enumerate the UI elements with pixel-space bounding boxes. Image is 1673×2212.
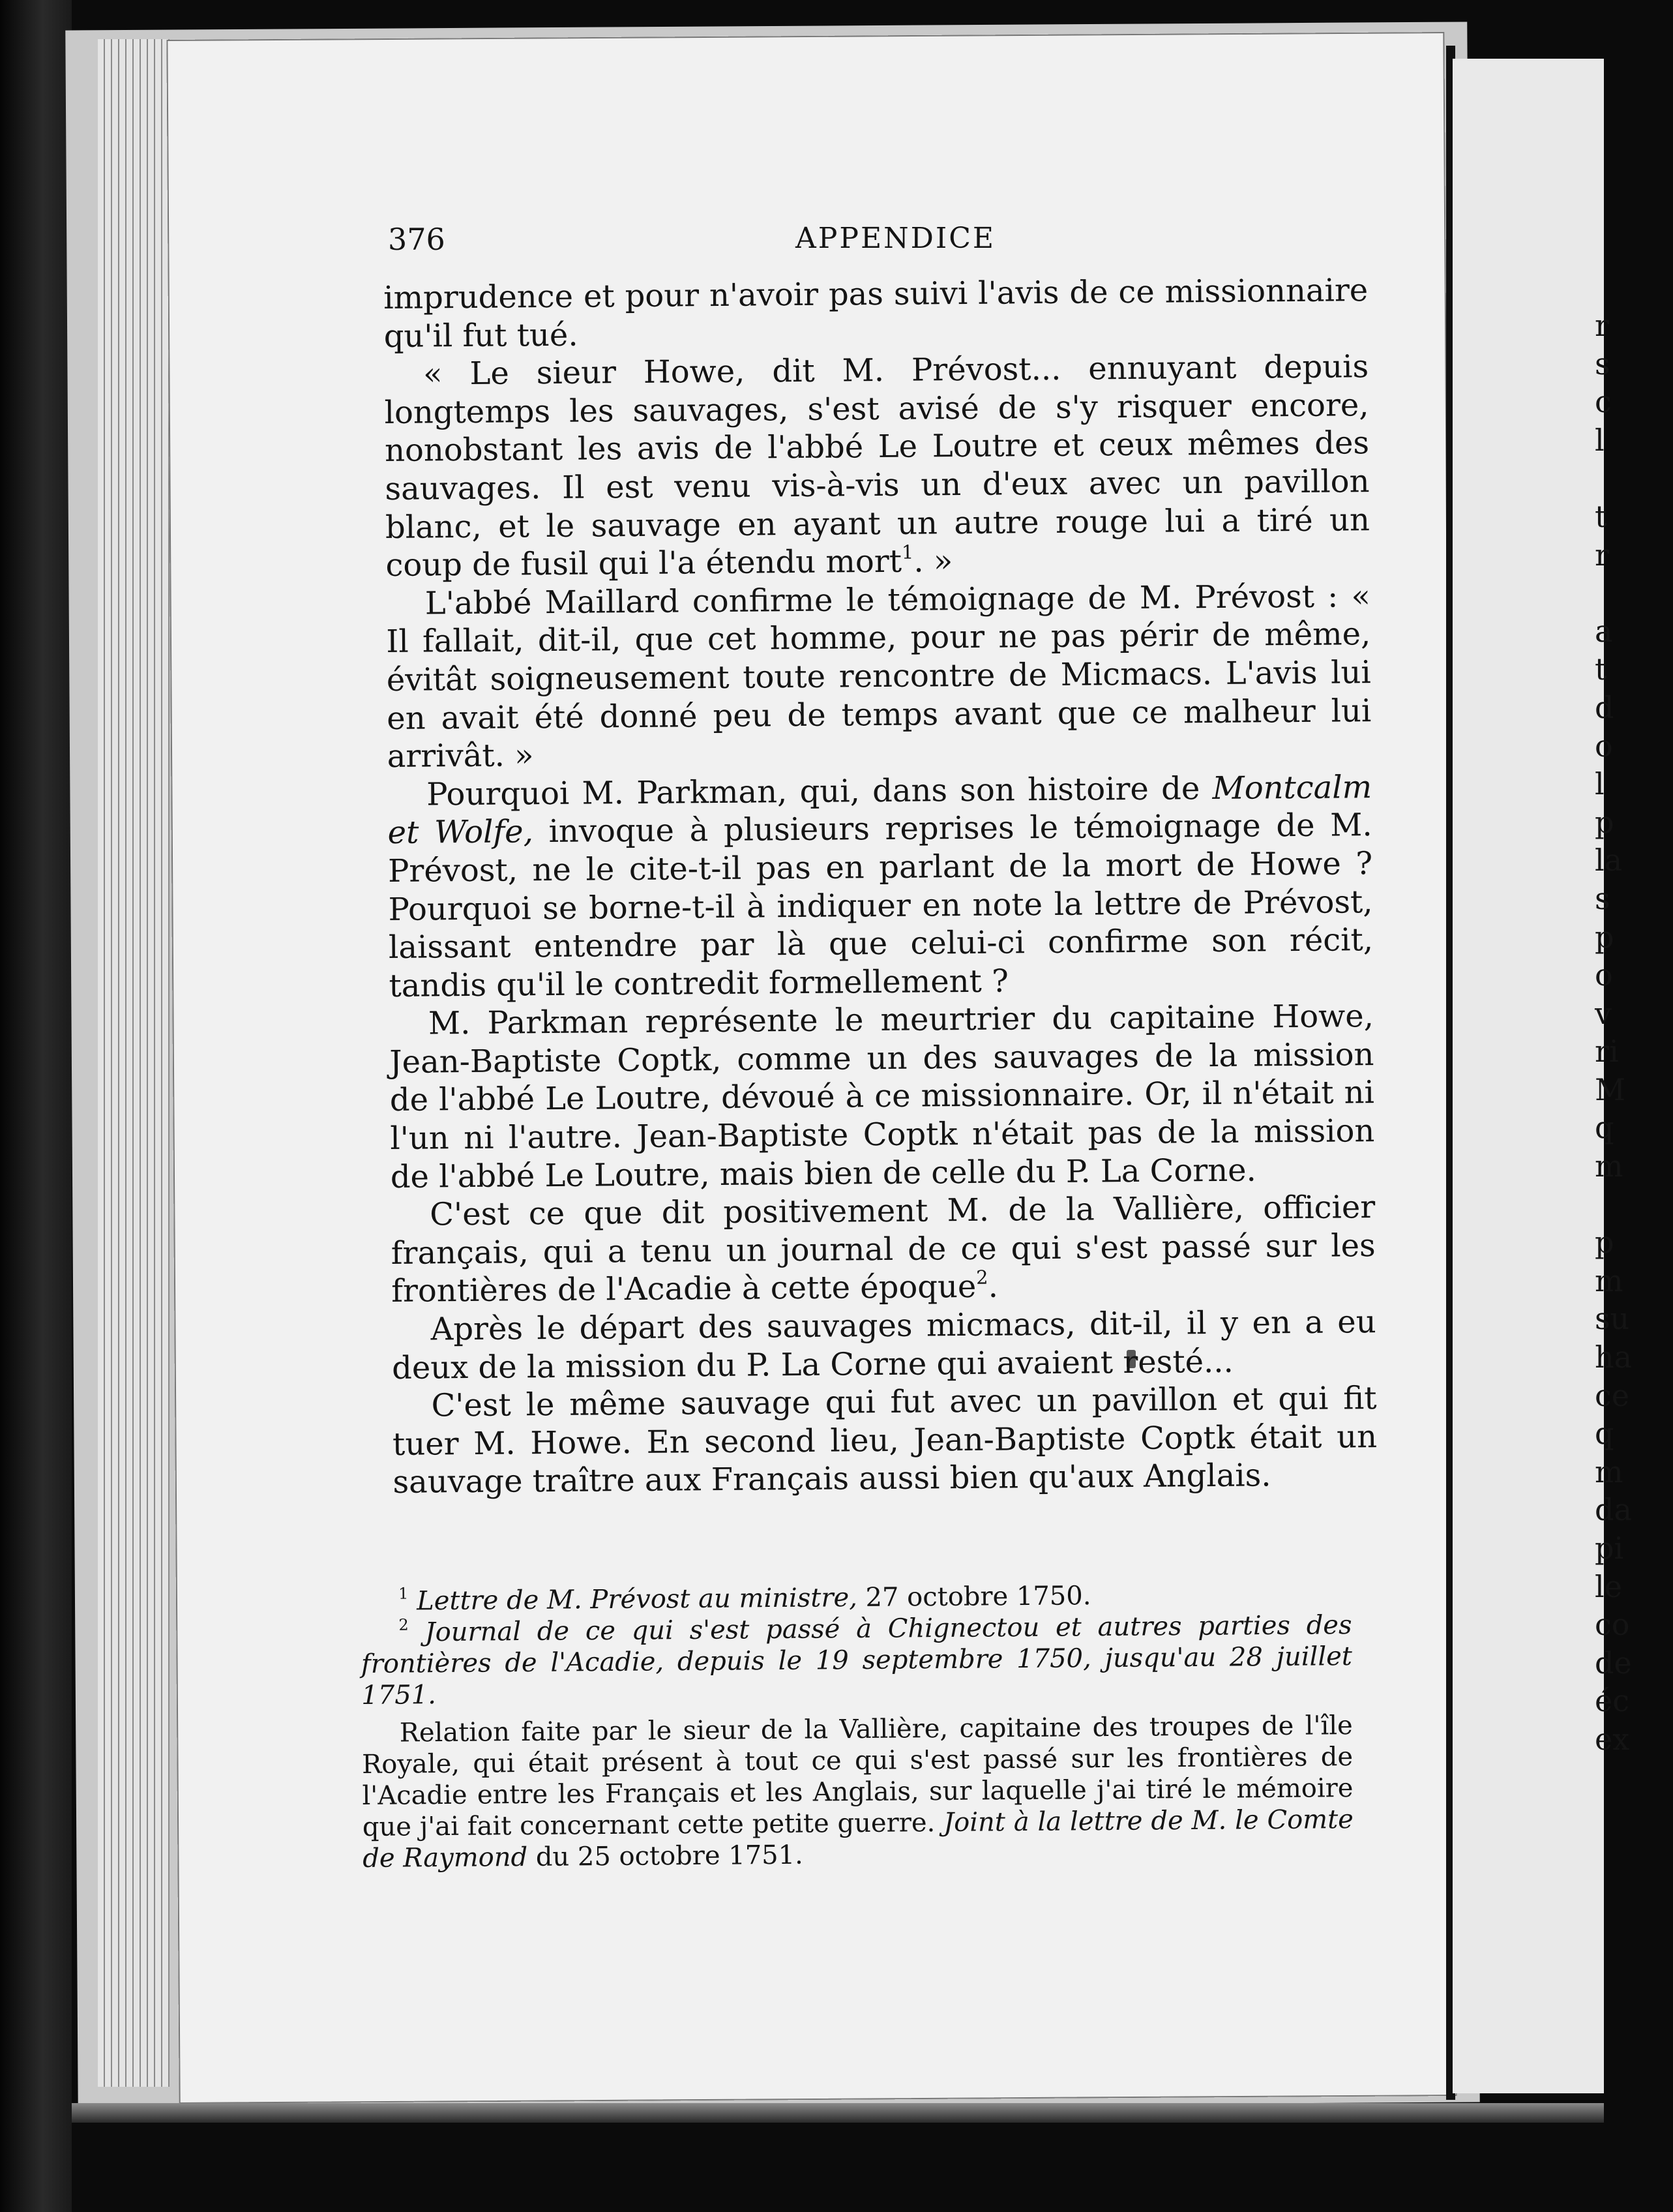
paragraph-4-end: invoque à plusieurs reprises le témoignage de M. Prévost, ne le cite-t-il pas en parlant de la mort de Howe ? Pourquoi se borne-t-il à indiquer en note la lettre de Prévost, laissant entendre par là que celui-ci confirme son récit, tandis qu'il le contredit formellement ? <box>387 807 1374 1004</box>
paragraph-4-start: Pourquoi M. Parkman, qui, dans son histoire de <box>426 770 1213 813</box>
paragraph-5: M. Parkman représente le meurtrier du capitaine Howe, Jean-Baptiste Coptk, comme un des sauvages de la mission de l'abbé Le Loutre, dévoué à ce missionnaire. Or, il n'était ni l'un ni l'autre. Jean-Baptiste Coptk n'était pas de la mission de l'abbé Le Loutre, mais bien de celle du P. La Corne. <box>389 998 1375 1195</box>
footnote-relation <box>362 1710 1354 1874</box>
running-title: APPENDICE <box>795 222 996 255</box>
quote-prevost: « Le sieur Howe, dit M. Prévost... ennuyant depuis longtemps les sauvages, s'est avisé de s'y risquer encore, nonobstant les avis de l'abbé Le Loutre et ceux mêmes des sauvages. Il est venu vis-à-vis un d'eux avec un pavillon blanc, et le sauvage en ayant un autre rouge lui a tiré un coup de fusil qui l'a étendu mort <box>384 348 1370 584</box>
footnote-ref-1: 1 <box>901 541 914 563</box>
footnote-1-date: 27 octobre 1750. <box>857 1581 1091 1613</box>
footnote-2-title: Journal de ce qui s'est passé à Chignectou et autres parties des frontières de l'Acadie, depuis le 19 septembre 1750, jusqu'au 28 juillet 1751. <box>361 1610 1353 1711</box>
paragraph-6-end: . <box>988 1268 999 1306</box>
book-spine-shadow <box>0 0 72 2212</box>
paragraph-4 <box>387 768 1374 1005</box>
paragraph-8: C'est le même sauvage qui fut avec un pavillon et qui fit tuer M. Howe. En second lieu, Jean-Baptiste Coptk était un sauvage traître aux Français aussi bien qu'aux Anglais. <box>392 1380 1378 1501</box>
relation-date: du 25 octobre 1751. <box>527 1840 803 1873</box>
paragraph-1: imprudence et pour n'avoir pas suivi l'avis de ce missionnaire qu'il fut tué. <box>383 272 1369 355</box>
facing-page-text: r s c l t r a t d o l p la s p o v ri M q m p m su ha ce q m da pi le co de éc ex <box>1595 308 1633 1757</box>
footnote-2-number: 2 <box>398 1615 409 1634</box>
body-text <box>383 271 1378 1502</box>
book-title: Montcalm et Wolfe, <box>387 768 1372 852</box>
footnote-2 <box>361 1609 1352 1711</box>
paragraph-3: L'abbé Maillard confirme le témoignage de M. Prévost : « Il fallait, dit-il, que cet homme, pour ne pas périr de même, évitât soigneusement toute rencontre de Micmacs. L'avis lui en avait été donné peu de temps avant que ce malheur lui arrivât. » <box>386 577 1372 775</box>
page-bottom-edge <box>72 2103 1604 2123</box>
page-number: 376 <box>388 222 445 257</box>
relation-text: Relation faite par le sieur de la Vallière, capitaine des troupes de l'île Royale, qui était présent à tout ce qui s'est passé sur les frontières de l'Acadie entre les Français et les Anglais, sur laquelle j'ai tiré le mémoire que j'ai fait concernant cette petite guerre. <box>361 1711 1354 1842</box>
paragraph-6-text: C'est ce que dit positivement M. de la Vallière, officier français, qui a tenu un journal de ce qui s'est passé sur les frontières de l'Acadie à cette époque <box>391 1189 1376 1310</box>
footnotes <box>361 1578 1354 1874</box>
page-edges-lines <box>98 39 170 2087</box>
paragraph-6 <box>391 1188 1376 1311</box>
footnote-1-title: Lettre de M. Prévost au ministre, <box>417 1583 858 1617</box>
facing-page <box>1453 59 1604 2093</box>
running-head <box>388 222 1395 261</box>
paragraph-7: Après le départ des sauvages micmacs, dit-il, il y en a eu deux de la mission du P. La Corne qui avaient resté... <box>391 1304 1376 1386</box>
paragraph-2 <box>384 348 1370 584</box>
footnote-ref-2: 2 <box>976 1266 988 1289</box>
quote-end: . » <box>913 543 953 580</box>
footnote-1-number: 1 <box>398 1584 409 1603</box>
relation-italic: Joint à la lettre de M. le Comte de Raymond <box>363 1804 1354 1874</box>
